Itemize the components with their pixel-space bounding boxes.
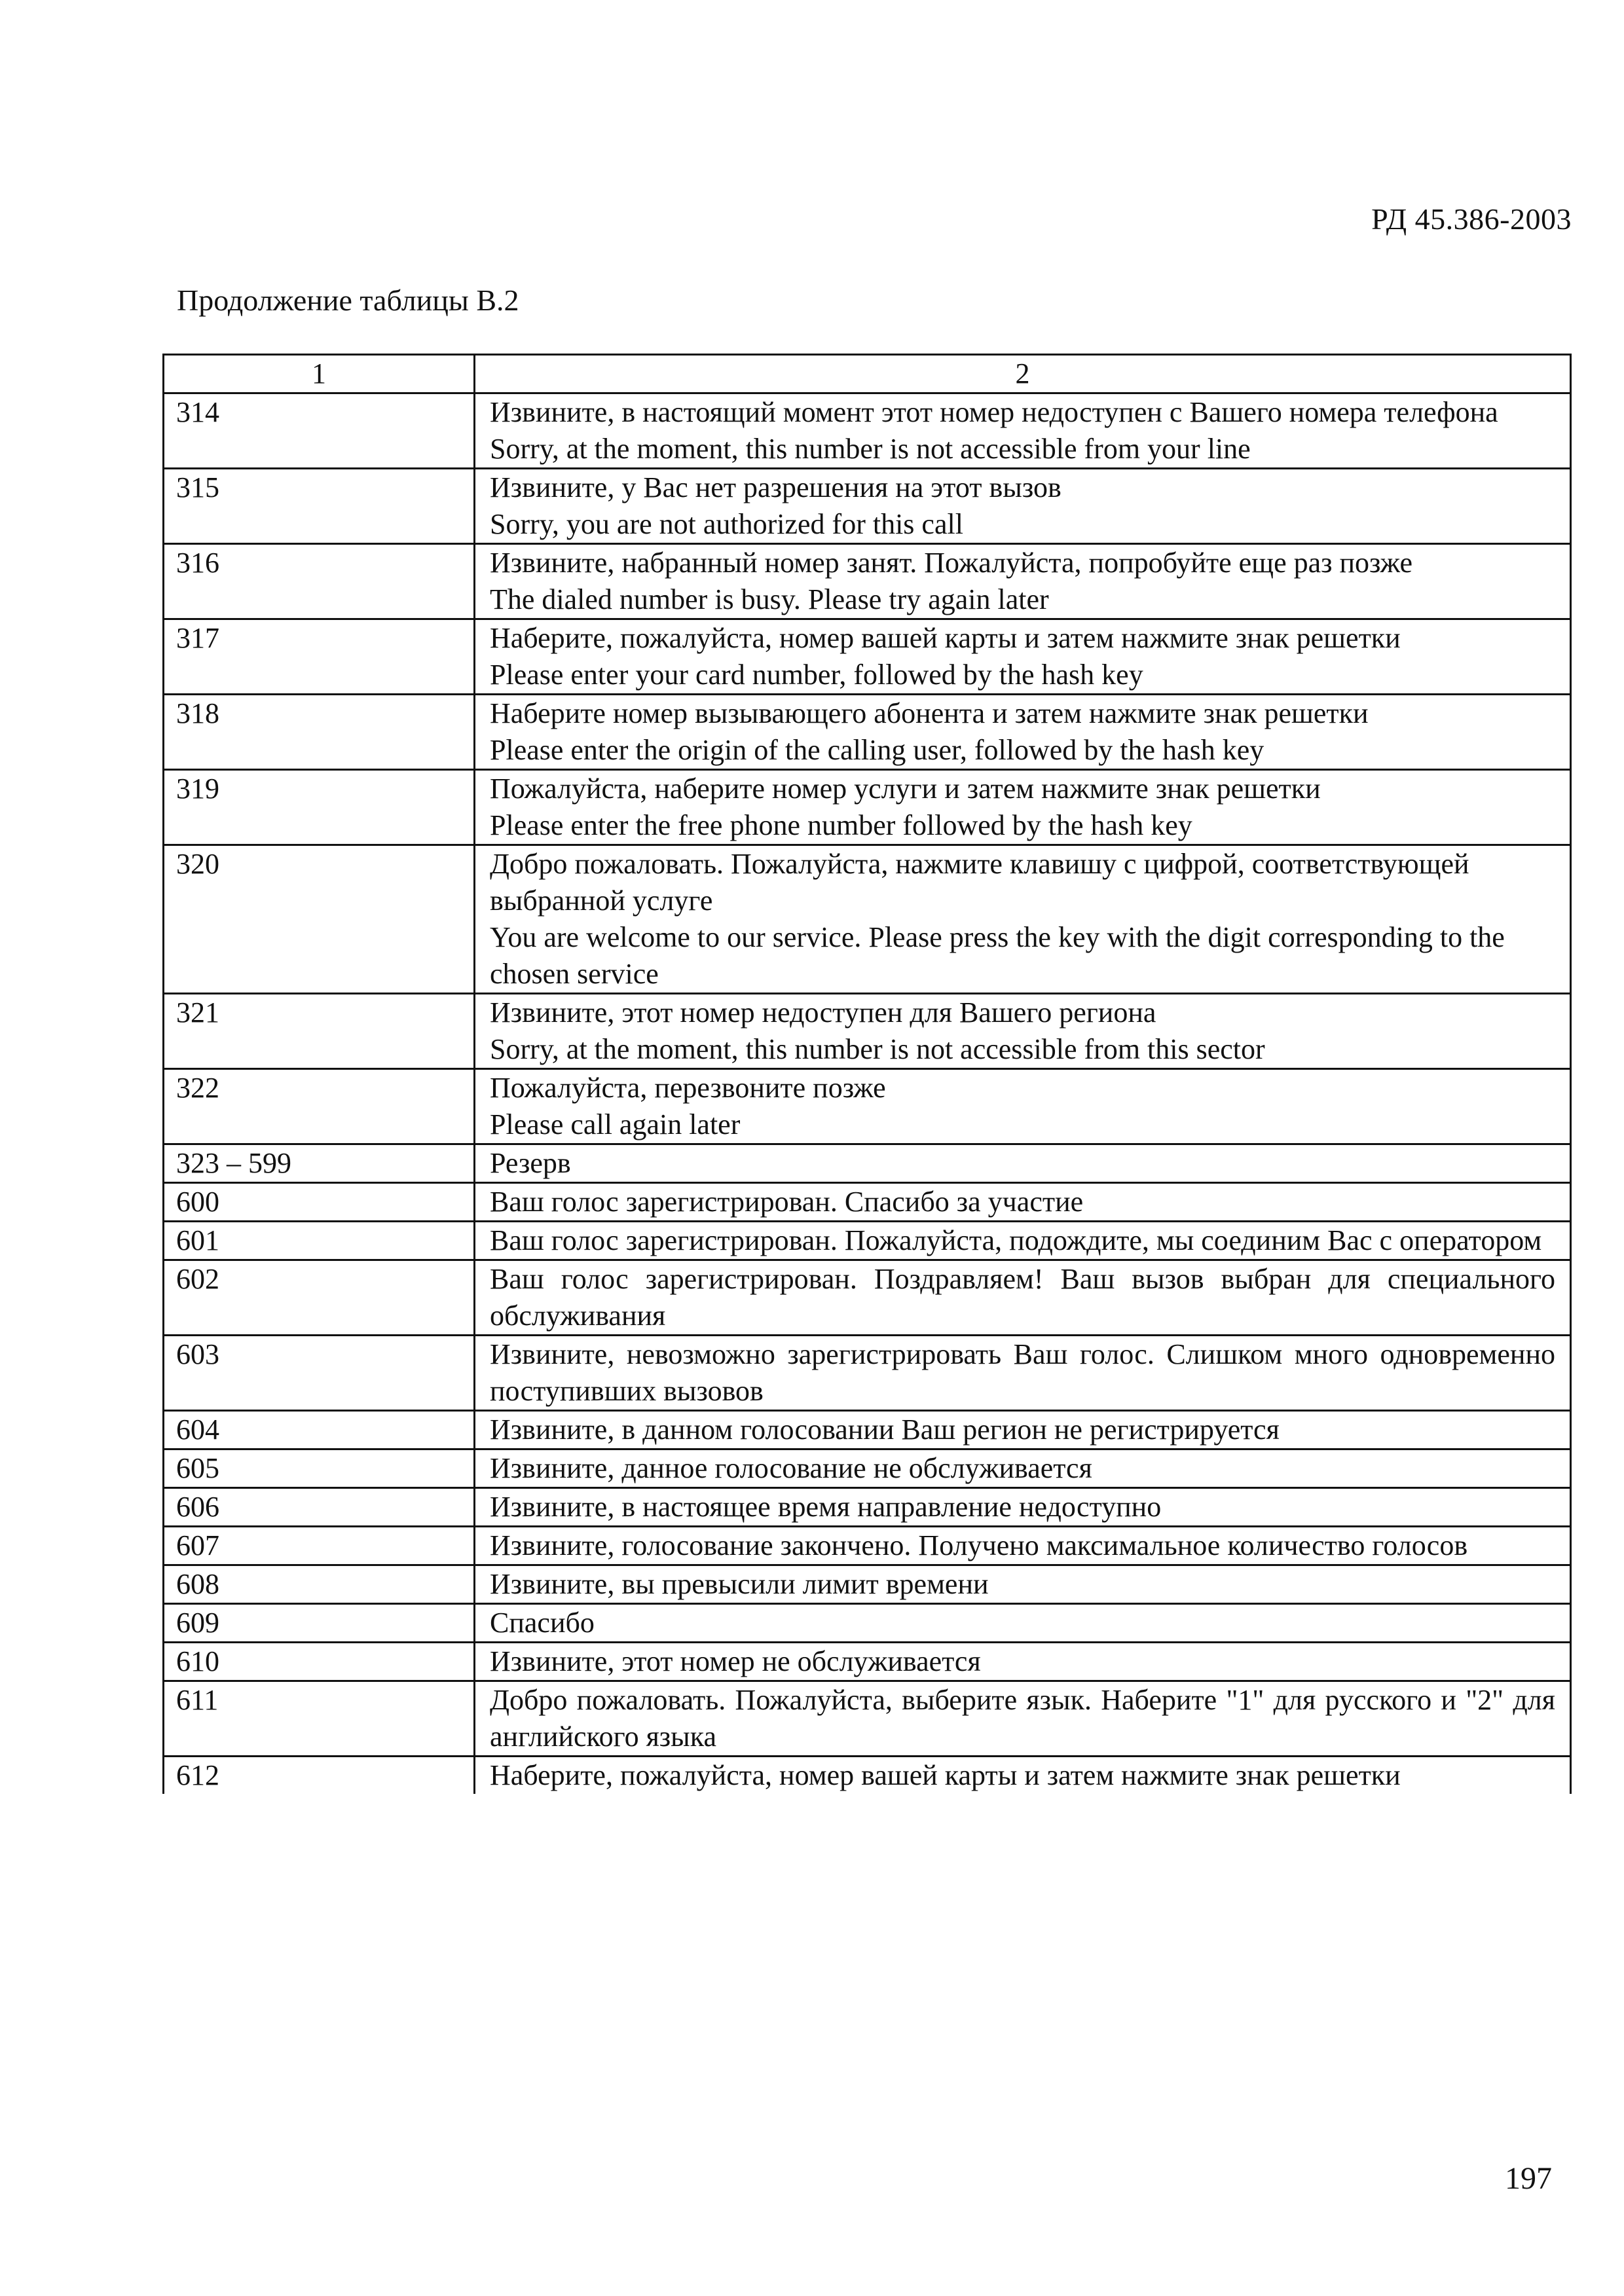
message-text-cell [475,469,1571,544]
message-text-ru: Наберите, пожалуйста, номер вашей карты и затем нажмите знак решетки [490,622,1401,654]
message-text-cell [475,1183,1571,1222]
table-row [164,1411,1571,1449]
message-text-ru: Извините, данное голосование не обслуживается [490,1452,1092,1484]
message-text-ru: Добро пожаловать. Пожалуйста, нажмите клавишу с цифрой, соответствующей выбранной услуге [490,848,1469,917]
message-code-cell: 318 [164,695,475,770]
message-text-cell [475,1604,1571,1643]
table-row [164,1527,1571,1565]
message-text-ru: Извините, этот номер недоступен для Вашего региона [490,996,1156,1029]
message-text-cell [475,1757,1571,1795]
message-text-ru: Ваш голос зарегистрирован. Спасибо за участие [490,1186,1084,1218]
table-row [164,469,1571,544]
table-row [164,544,1571,619]
message-text-cell [475,1488,1571,1527]
column-header-2: 2 [475,355,1571,393]
message-code-cell: 612 [164,1757,475,1795]
message-text-ru: Извините, набранный номер занят. Пожалуйста, попробуйте еще раз позже [490,547,1412,579]
table-row [164,1449,1571,1488]
message-text-ru: Извините, голосование закончено. Получено максимальное количество голосов [490,1529,1468,1561]
message-text-cell [475,1527,1571,1565]
message-code-cell: 603 [164,1336,475,1411]
message-text-en: Sorry, at the moment, this number is not accessible from your line [490,433,1251,465]
table-header-row [164,355,1571,393]
message-text-cell [475,619,1571,695]
message-code-table [162,354,1572,1794]
message-code-cell: 605 [164,1449,475,1488]
message-code-cell: 317 [164,619,475,695]
table-caption: Продолжение таблицы В.2 [177,283,519,317]
message-text-cell [475,1411,1571,1449]
message-code-cell: 607 [164,1527,475,1565]
table-row [164,1604,1571,1643]
message-text-cell [475,1681,1571,1757]
message-code-cell: 611 [164,1681,475,1757]
table-row [164,994,1571,1069]
message-text-ru: Извините, в настоящее время направление недоступно [490,1491,1162,1523]
message-code-cell: 322 [164,1069,475,1144]
message-code-cell: 604 [164,1411,475,1449]
message-code-cell: 320 [164,845,475,994]
message-text-cell [475,1336,1571,1411]
message-code-cell: 601 [164,1222,475,1260]
message-text-cell [475,1222,1571,1260]
message-text-cell [475,393,1571,469]
table-row [164,770,1571,845]
table-row [164,1757,1571,1795]
message-text-cell [475,1449,1571,1488]
table-row [164,1183,1571,1222]
message-text-en: Please enter the free phone number followed by the hash key [490,809,1192,841]
message-text-ru: Извините, невозможно зарегистрировать Ваш голос. Слишком много одновременно поступивших вызовов [490,1338,1555,1407]
message-text-cell [475,1565,1571,1604]
message-text-cell [475,1144,1571,1183]
message-text-cell [475,770,1571,845]
message-text-ru: Наберите, пожалуйста, номер вашей карты и затем нажмите знак решетки [490,1759,1401,1791]
column-header-1: 1 [164,355,475,393]
message-text-cell [475,1069,1571,1144]
table-row [164,1488,1571,1527]
message-code-cell: 610 [164,1643,475,1681]
message-code-cell: 602 [164,1260,475,1336]
message-text-ru: Извините, в данном голосовании Ваш регион не регистрируется [490,1413,1280,1446]
message-code-cell: 606 [164,1488,475,1527]
table-row [164,1144,1571,1183]
message-text-cell [475,845,1571,994]
message-code-cell: 608 [164,1565,475,1604]
message-code-cell: 316 [164,544,475,619]
message-text-ru: Ваш голос зарегистрирован. Поздравляем! Ваш вызов выбран для специального обслуживания [490,1263,1555,1332]
table-row [164,1565,1571,1604]
message-text-ru: Пожалуйста, перезвоните позже [490,1072,886,1104]
table-row [164,1643,1571,1681]
page-number: 197 [1505,2161,1552,2196]
message-text-ru: Извините, этот номер не обслуживается [490,1645,981,1677]
message-code-cell: 600 [164,1183,475,1222]
message-code-cell: 323 – 599 [164,1144,475,1183]
table-row [164,1222,1571,1260]
message-code-cell: 314 [164,393,475,469]
message-text-en: Please call again later [490,1108,741,1140]
message-text-cell [475,695,1571,770]
message-text-ru: Резерв [490,1147,571,1179]
message-text-cell [475,994,1571,1069]
message-text-en: Sorry, you are not authorized for this call [490,508,963,540]
table-row [164,845,1571,994]
table-row [164,1681,1571,1757]
message-text-ru: Добро пожаловать. Пожалуйста, выберите язык. Наберите "1" для русского и "2" для английского языка [490,1684,1555,1753]
table-row [164,1260,1571,1336]
message-text-en: Sorry, at the moment, this number is not accessible from this sector [490,1033,1265,1065]
message-text-ru: Спасибо [490,1607,595,1639]
message-text-en: The dialed number is busy. Please try again later [490,583,1049,615]
message-code-cell: 315 [164,469,475,544]
message-text-cell [475,1643,1571,1681]
table-row [164,393,1571,469]
message-text-en: Please enter the origin of the calling user, followed by the hash key [490,734,1264,766]
message-text-en: You are welcome to our service. Please press the key with the digit corresponding to the chosen service [490,921,1505,990]
message-text-cell [475,1260,1571,1336]
message-text-ru: Наберите номер вызывающего абонента и затем нажмите знак решетки [490,697,1369,729]
table-row [164,1069,1571,1144]
message-code-cell: 321 [164,994,475,1069]
message-text-ru: Извините, в настоящий момент этот номер недоступен с Вашего номера телефона [490,396,1498,428]
message-text-ru: Пожалуйста, наберите номер услуги и затем нажмите знак решетки [490,773,1321,805]
message-code-cell: 609 [164,1604,475,1643]
document-code: РД 45.386-2003 [1371,202,1572,236]
message-text-cell [475,544,1571,619]
table-row [164,619,1571,695]
table-row [164,695,1571,770]
message-text-en: Please enter your card number, followed by the hash key [490,659,1143,691]
message-text-ru: Извините, у Вас нет разрешения на этот вызов [490,471,1061,503]
message-text-ru: Ваш голос зарегистрирован. Пожалуйста, подождите, мы соединим Вас с оператором [490,1224,1542,1256]
message-code-cell: 319 [164,770,475,845]
table-row [164,1336,1571,1411]
message-text-ru: Извините, вы превысили лимит времени [490,1568,989,1600]
